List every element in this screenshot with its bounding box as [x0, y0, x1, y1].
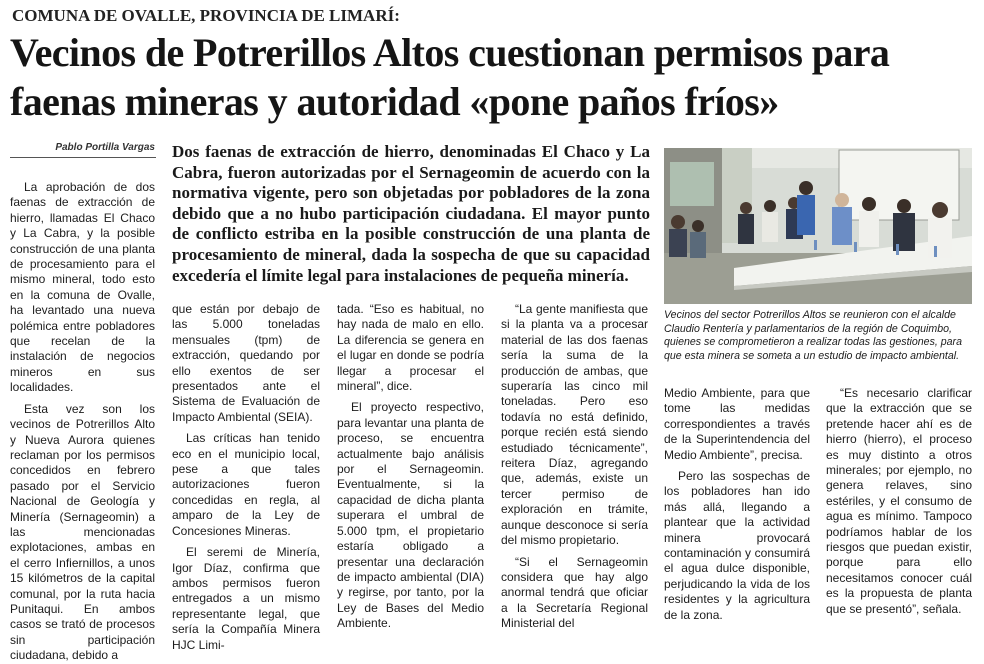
- paragraph: El proyecto respectivo, para levantar una planta de proceso, se encuentra actualmente bajo análisis por el Sernageomin. Eventualmente, si la capacidad de dicha planta superara el umbral de 5.000 tpm, el propietario estaría obligado a presentar una declaración de impacto ambiental (DIA) y regirse, por tanto, por la Ley de Bases del Medio Ambiente.: [337, 400, 484, 631]
- paragraph: Pero las sospechas de los pobladores han ido más allá, llegando a plantear que la actividad minera provocará contaminación y consumirá el agua dulce disponible, perjudicando la vida de los residentes y la agricultura de la zona.: [664, 469, 810, 622]
- byline: Pablo Portilla Vargas: [55, 142, 155, 153]
- paragraph: que están por debajo de las 5.000 toneladas mensuales (tpm) de extracción, quedando por ello exentos de ser presentados ante el Sistema de Evaluación de Impacto Ambiental (SEIA).: [172, 302, 320, 424]
- paragraph: Las críticas han tenido eco en el municipio local, pese a que tales autorizaciones fueron concedidas en regla, al amparo de la Ley de Concesiones Mineras.: [172, 431, 320, 538]
- meeting-photo: [664, 148, 972, 304]
- section-label: COMUNA DE OVALLE, PROVINCIA DE LIMARÍ:: [12, 6, 400, 25]
- paragraph: “La gente manifiesta que si la planta va a procesar material de las dos faenas sería la suma de la producción de ambas, que superaría las cinco mil toneladas. Pero eso todavía no está definido, porque recién está siendo estudiado técnicamente”, reitera Díaz, agregando que, además, existe un tercer permiso de exploración en trámite, aunque desconoce si sería del mismo propietario.: [501, 302, 648, 548]
- body-column-2: [172, 302, 320, 653]
- byline-rule: [10, 157, 156, 158]
- paragraph: El seremi de Minería, Igor Díaz, confirma que ambos permisos fueron entregados a un mismo representante legal, que sería la Compañía Minera HJC Limi-: [172, 545, 320, 652]
- lead-paragraph: Dos faenas de extracción de hierro, denominadas El Chaco y La Cabra, fueron autorizadas por el Sernageomin de acuerdo con la normativa vigente, pero son objetadas por pobladores de la zona debido que a no hubo participación ciudadana. El mayor punto de conflicto estriba en la posible construcción de una planta de procesamiento de mineral, dada la sospecha de que su capacidad excedería el límite legal para instalaciones de pequeña minería.: [172, 142, 650, 285]
- body-column-4: [501, 302, 648, 632]
- paragraph: “Es necesario clarificar que la extracción que se pretende hacer ahí es de hierro (hierro), el proceso es muy distinto a otros minerales; por ejemplo, no genera relaves, sino estériles, y el consumo de agua es mínimo. Tampoco podríamos hablar de los riesgos que puedan existir, porque para ello necesitamos conocer cuál es la propuesta de planta que se presentó”, señala.: [826, 386, 972, 616]
- photo-caption: Vecinos del sector Potrerillos Altos se reunieron con el alcalde Claudio Rentería y parlamentarios de la región de Coquimbo, quienes se comprometieron a realizar todas las gestiones, para que esta minera se someta a un estudio de impacto ambiental.: [664, 309, 962, 362]
- body-column-6: [826, 386, 972, 617]
- body-column-3: [337, 302, 484, 632]
- paragraph: La aprobación de dos faenas de extracción de hierro, llamadas El Chaco y La Cabra, y la posible construcción de una planta de procesamiento para el mismo mineral, todo esto en la comuna de Ovalle, ha levantado una nueva polémica entre pobladores que recelan de la instalación de negocios mineros en sus localidades.: [10, 180, 155, 395]
- headline: Vecinos de Potrerillos Altos cuestionan permisos para faenas mineras y autoridad «pone paños fríos»: [10, 30, 890, 124]
- paragraph: Medio Ambiente, para que tome las medidas correspondientes a través de la Superintendencia del Medio Ambiente”, precisa.: [664, 386, 810, 462]
- body-column-1: [10, 180, 155, 664]
- paragraph: tada. “Eso es habitual, no hay nada de malo en ello. La diferencia se genera en el lugar en donde se podría llegar a procesar el mineral”, dice.: [337, 302, 484, 394]
- body-column-5: [664, 386, 810, 623]
- paragraph: Esta vez son los vecinos de Potrerillos Alto y Nueva Aurora quienes reclaman por los permisos concedidos en febrero pasado por el Servicio Nacional de Geología y Minería (Sernageomin) a las mencionadas explotaciones, ambas en el cerro Infiernillos, a unos 15 kilómetros de la capital comunal, por la ruta hacia Punitaqui. En ambos casos se trató de procesos sin participación ciudadana, debido a: [10, 401, 155, 663]
- paragraph: “Si el Sernageomin considera que hay algo anormal tendrá que oficiar a la Secretaría Regional Ministerial del: [501, 554, 648, 631]
